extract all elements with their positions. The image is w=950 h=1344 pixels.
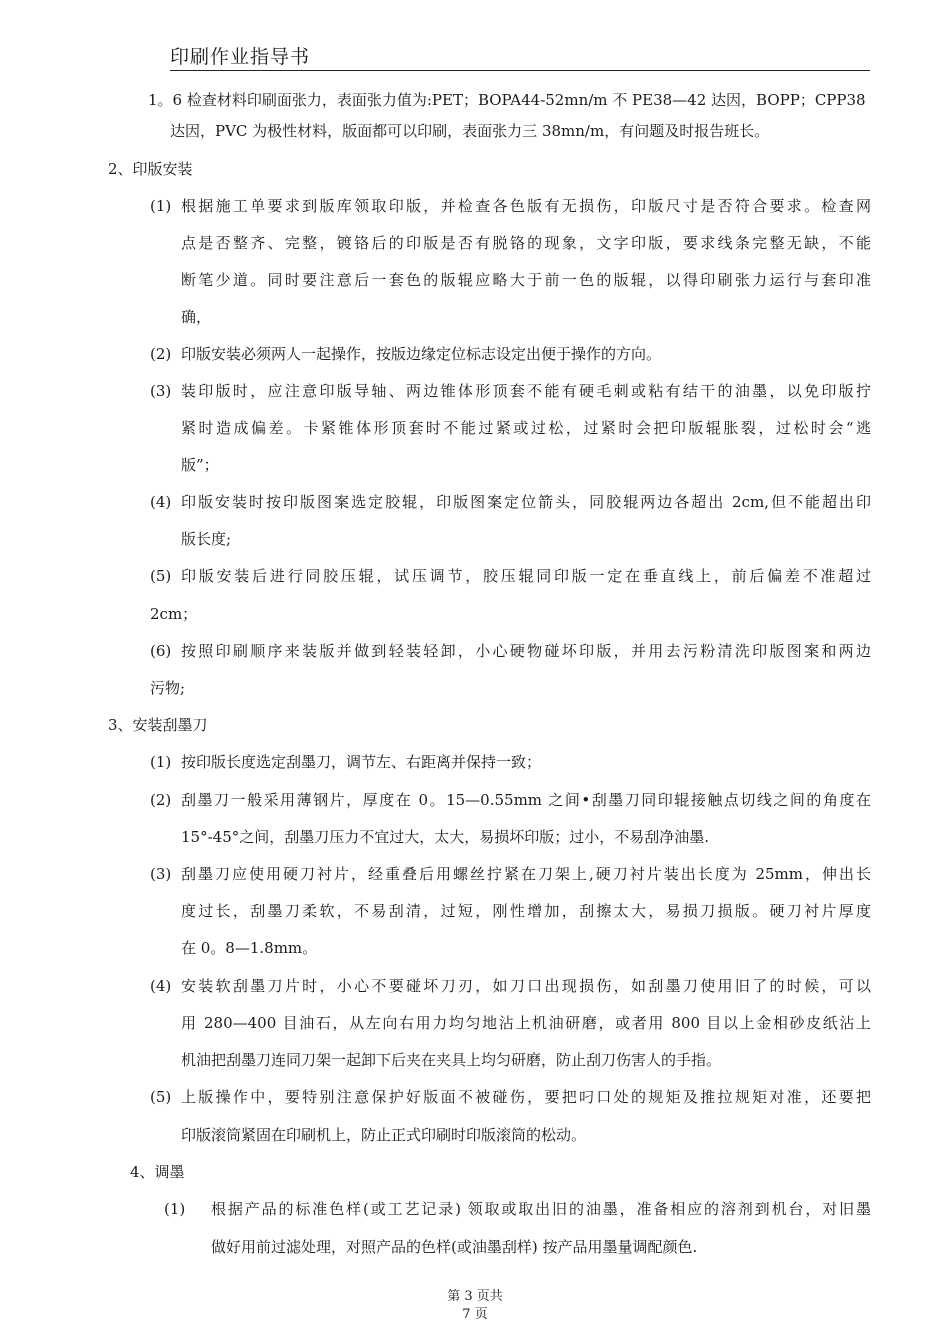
item-number: (3): [150, 382, 172, 400]
para-line: 根据产品的标准色样(或工艺记录) 领取或取出旧的油墨，准备相应的溶剂到机台，对旧墨: [211, 1200, 871, 1218]
item-number: (2): [150, 345, 172, 363]
para-line: 版长度;: [181, 530, 232, 548]
para-line: 15°-45°之间，刮墨刀压力不宜过大，太大，易损坏印版；过小，不易刮净油墨.: [181, 828, 710, 846]
item-number: (4): [150, 977, 172, 995]
para-line: 装印版时，应注意印版导轴、两边锥体形顶套不能有硬毛刺或粘有结干的油墨，以免印版拧: [181, 382, 871, 400]
page-footer-line1: 第 3 页共: [447, 1289, 503, 1304]
para-line: 2cm；: [150, 605, 198, 623]
para-line: 紧时造成偏差。卡紧锥体形顶套时不能过紧或过松，过紧时会把印版辊胀裂，过松时会“逃: [181, 419, 871, 437]
item-number: (3): [150, 865, 172, 883]
para-line: 达因，PVC 为极性材料，版面都可以印刷，表面张力三 38mn/m，有问题及时报告班长。: [170, 122, 770, 140]
para-line: 印版安装后进行同胶压辊，试压调节，胶压辊同印版一定在垂直线上，前后偏差不准超过: [181, 567, 871, 585]
para-line: 断笔少道。同时要注意后一套色的版辊应略大于前一色的版辊，以得印刷张力运行与套印准: [181, 271, 871, 289]
para-line: 污物;: [150, 679, 186, 697]
para-line: 上版操作中，要特别注意保护好版面不被碰伤，要把叼口处的规矩及推拉规矩对准，还要把: [181, 1088, 871, 1106]
para-line: 度过长，刮墨刀柔软，不易刮清，过短，刚性增加，刮擦太大，易损刀损版。硬刀衬片厚度: [181, 902, 871, 920]
item-number: (5): [150, 1088, 172, 1106]
section-heading: 3、安装刮墨刀: [108, 716, 208, 734]
section-heading: 2、印版安装: [108, 160, 193, 178]
para-line: 在 0。8—1.8mm。: [181, 939, 318, 957]
item-number: (4): [150, 493, 172, 511]
para-line: 印版安装必须两人一起操作，按版边缘定位标志设定出便于操作的方向。: [181, 345, 662, 363]
para-line: 确，: [181, 308, 212, 326]
item-number: (1): [150, 197, 172, 215]
item-number: (5): [150, 567, 172, 585]
page-header: [170, 44, 870, 71]
para-line: 用 280—400 目油石，从左向右用力均匀地沾上机油研磨，或者用 800 目以上金相砂皮纸沾上: [181, 1014, 871, 1032]
section-heading: 4、调墨: [130, 1163, 185, 1181]
item-number: (1): [164, 1200, 186, 1218]
header-title: 印刷作业指导书: [170, 46, 311, 68]
para-line: 印版安装时按印版图案选定胶辊，印版图案定位箭头，同胶辊两边各超出 2cm,但不能超出印: [181, 493, 871, 511]
para-line: 根据施工单要求到版库领取印版，并检查各色版有无损伤，印版尺寸是否符合要求。检查网: [181, 197, 871, 215]
para-line: 1。6 检查材料印刷面张力，表面张力值为:PET；BOPA44-52mn/m 不 PE38—42 达因，BOPP；CPP38: [148, 91, 866, 109]
para-line: 点是否整齐、完整，镀铬后的印版是否有脱铬的现象，文字印版，要求线条完整无缺，不能: [181, 234, 871, 252]
para-line: 印版滚筒紧固在印刷机上，防止正式印刷时印版滚筒的松动。: [181, 1126, 587, 1144]
para-line: 按印版长度选定刮墨刀，调节左、右距离并保持一致；: [181, 753, 542, 771]
para-line: 按照印刷顺序来装版并做到轻装轻卸，小心硬物碰坏印版，并用去污粉清洗印版图案和两边: [181, 642, 871, 660]
para-line: 版”；: [181, 456, 219, 474]
para-line: 机油把刮墨刀连同刀架一起卸下后夹在夹具上均匀研磨，防止刮刀伤害人的手指。: [181, 1051, 722, 1069]
item-number: (2): [150, 791, 172, 809]
para-line: 刮墨刀一般采用薄钢片，厚度在 0。15—0.55mm 之间•刮墨刀同印辊接触点切线之间的角度在: [181, 791, 871, 809]
item-number: (6): [150, 642, 172, 660]
para-line: 做好用前过滤处理，对照产品的色样(或油墨刮样) 按产品用墨量调配颜色.: [211, 1238, 698, 1256]
para-line: 刮墨刀应使用硬刀衬片，经重叠后用螺丝拧紧在刀架上,硬刀衬片装出长度为 25mm，伸出长: [181, 865, 871, 883]
item-number: (1): [150, 753, 172, 771]
para-line: 安装软刮墨刀片时，小心不要碰坏刀刃，如刀口出现损伤，如刮墨刀使用旧了的时候，可以: [181, 977, 871, 995]
page-footer-line2: 7 页: [462, 1307, 488, 1322]
